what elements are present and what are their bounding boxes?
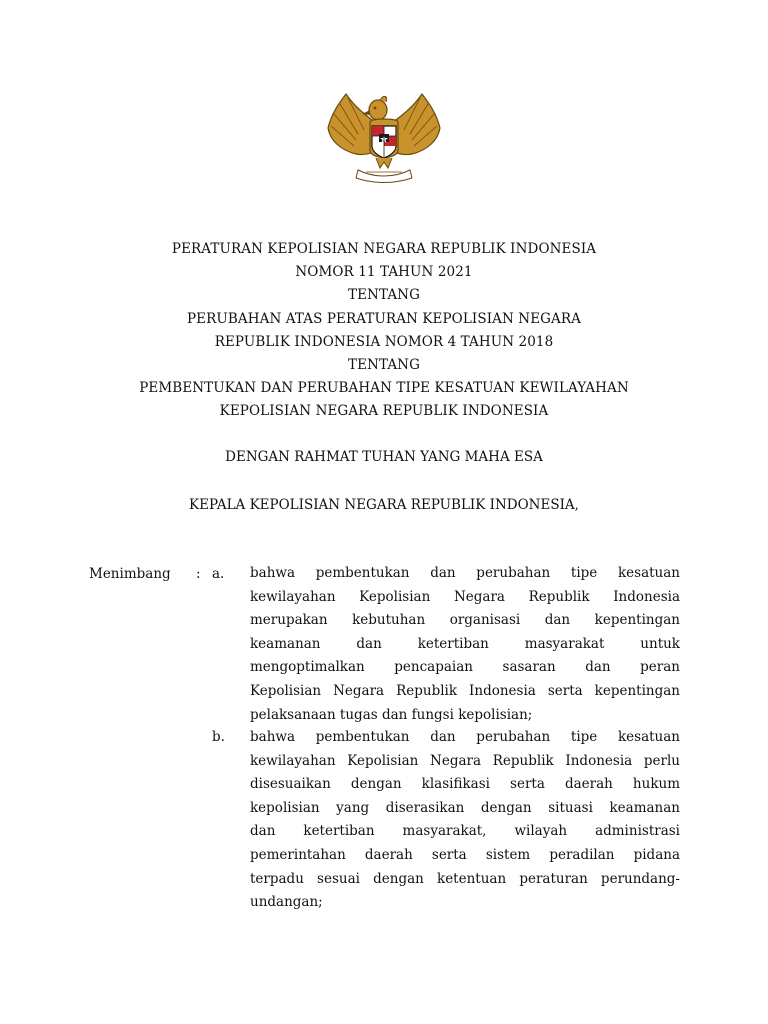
item-b-line: pemerintahan daerah serta sistem peradilan pidana: [250, 846, 680, 863]
header-title: PERATURAN KEPOLISIAN NEGARA REPUBLIK INDONESIA: [171, 241, 597, 257]
item-a-line: keamanan dan ketertiban masyarakat untuk: [250, 635, 680, 652]
item-a-line: mengoptimalkan pencapaian sasaran dan peran: [250, 659, 680, 676]
header-subject-line1: PERUBAHAN ATAS PERATURAN KEPOLISIAN NEGARA: [187, 310, 581, 327]
item-a-line: merupakan kebutuhan organisasi dan kepentingan: [250, 612, 680, 629]
header-subject-line3: PEMBENTUKAN DAN PERUBAHAN TIPE KESATUAN KEWILAYAHAN: [139, 380, 629, 397]
item-b-line: disesuaikan dengan klasifikasi serta daerah hukum: [250, 776, 680, 793]
header-subject-line2: REPUBLIK INDONESIA NOMOR 4 TAHUN 2018: [214, 333, 554, 350]
considering-label: Menimbang: [89, 566, 171, 582]
item-b-line: kewilayahan Kepolisian Negara Republik Indonesia perlu: [250, 752, 680, 769]
item-b-line: dan ketertiban masyarakat, wilayah administrasi: [250, 823, 680, 840]
item-b-line: terpadu sesuai dengan ketentuan peraturan perundang-: [250, 870, 680, 887]
greeting-line: DENGAN RAHMAT TUHAN YANG MAHA ESA: [225, 449, 543, 465]
item-letter-b: b.: [212, 729, 225, 745]
garuda-emblem: [318, 88, 450, 188]
item-b-line: kepolisian yang diserasikan dengan situasi keamanan: [250, 799, 680, 816]
header-number: NOMOR 11 TAHUN 2021: [295, 264, 473, 281]
item-text-b: [250, 726, 680, 915]
garuda-pancasila-icon: [318, 88, 450, 188]
header-about-2: TENTANG: [348, 357, 420, 374]
item-a-line: Kepolisian Negara Republik Indonesia serta kepentingan: [250, 682, 680, 699]
considering-colon: :: [196, 566, 201, 582]
item-text-a: [250, 562, 680, 727]
item-b-line: undangan;: [250, 894, 323, 911]
item-a-line: bahwa pembentukan dan perubahan tipe kesatuan: [250, 565, 680, 581]
item-b-line: bahwa pembentukan dan perubahan tipe kesatuan: [250, 729, 680, 745]
header-about: TENTANG: [348, 287, 420, 304]
header-subject-line4: KEPOLISIAN NEGARA REPUBLIK INDONESIA: [219, 403, 549, 420]
item-a-line: pelaksanaan tugas dan fungsi kepolisian;: [250, 706, 533, 723]
official-title: KEPALA KEPOLISIAN NEGARA REPUBLIK INDONESIA,: [189, 497, 579, 513]
regulation-header: [0, 238, 768, 424]
item-a-line: kewilayahan Kepolisian Negara Republik Indonesia: [250, 588, 680, 605]
item-letter-a: a.: [212, 566, 225, 582]
